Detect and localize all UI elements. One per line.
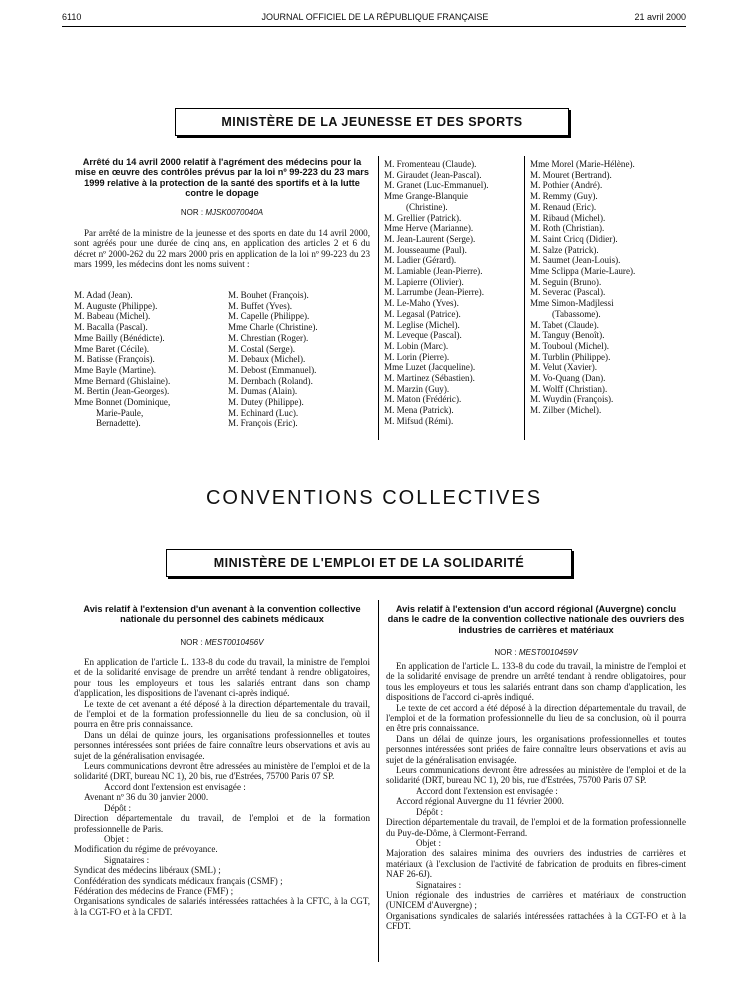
body-paragraph: En application de l'article L. 133-8 du code du travail, la ministre de l'emploi et de la solidarité envisage de prendre un arrêté tendant à rendre obligatoires, pour tous les employeurs et tous les salariés entrant dans son champ d'application, les dispositions de l'avenant ci-après indiqué.: [74, 657, 370, 699]
physician-name: M. François (Eric).: [228, 418, 298, 429]
physician-name: M. Le-Maho (Yves).: [384, 298, 459, 309]
nor-label: NOR :: [494, 648, 517, 657]
physician-name: M. Ribaud (Michel).: [530, 212, 606, 223]
physician-name: M. Renaud (Eric).: [530, 201, 597, 212]
physician-name: M. Marzin (Guy).: [384, 383, 450, 394]
article-body: [74, 657, 370, 917]
physician-name: M. Fromenteau (Claude).: [384, 159, 477, 169]
signatory: Confédération des syndicats médicaux français (CSMF) ;: [74, 875, 283, 886]
physician-name: M. Velut (Xavier).: [530, 362, 598, 373]
column-divider: [524, 156, 525, 440]
physician-name: M. Echinard (Luc).: [228, 407, 299, 418]
physician-name: M. Vo-Quang (Dan).: [530, 373, 606, 384]
signatory: Organisations syndicales de salariés intéressées rattachées à la CGT-FO et à la CFDT.: [386, 910, 686, 932]
nor-label: NOR :: [180, 208, 204, 217]
physician-name: Marie-Paule,: [96, 407, 144, 418]
ministry-heading: MINISTÈRE DE LA JEUNESSE ET DES SPORTS: [175, 108, 569, 136]
body-paragraph: Dans un délai de quinze jours, les organisations professionnelles et toutes personnes intéressées sont priées de faire connaître leurs observations et avis au sujet de la généralisation envisagée.: [386, 733, 686, 765]
physician-name: M. Mena (Patrick).: [384, 405, 454, 416]
physician-name: M. Dutey (Philippe).: [228, 397, 304, 408]
physician-name: M. Lamiable (Jean-Pierre).: [384, 266, 483, 277]
physician-name: M. Tanguy (Benoît).: [530, 330, 605, 341]
nor-code: MJSK0070040A: [205, 208, 264, 217]
objet-value: Modification du régime de prévoyance.: [74, 844, 218, 855]
article-intro: [74, 228, 370, 270]
article-title: Avis relatif à l'extension d'un avenant à la convention collective nationale du personnel des cabinets médicaux: [83, 604, 361, 625]
physician-name: M. Mouret (Bertrand).: [530, 169, 612, 180]
body-paragraph: Leurs communications devront être adressées au ministère de l'emploi et de la solidarité (DRT, bureau NC 1), 20 bis, rue d'Estrées, 75700 Paris 07 SP.: [386, 765, 686, 786]
physician-name: M. Lorin (Pierre).: [384, 351, 450, 362]
physician-name: Mme Bonnet (Dominique,: [74, 397, 171, 408]
physician-name: M. Maton (Frédéric).: [384, 394, 462, 405]
physician-name: M. Roth (Christian).: [530, 223, 605, 234]
article-title: Arrêté du 14 avril 2000 relatif à l'agrément des médecins pour la mise en œuvre des contrôles prévus par la loi nº 99-223 du 23 mars 1999 relative à la protection de la santé des sportifs et à la lutte contre le dopage: [75, 157, 369, 199]
objet-label: Objet :: [104, 833, 130, 844]
page-number: 6110: [62, 12, 82, 22]
physician-name: M. Salze (Patrick).: [530, 244, 599, 255]
physician-name: M. Larrumbe (Jean-Pierre).: [384, 287, 484, 298]
physician-name: M. Jousseaume (Paul).: [384, 244, 467, 255]
physician-name: M. Pothier (André).: [530, 180, 603, 191]
objet-value: Majoration des salaires minima des ouvriers des industries de carrières et matériaux (à l'exclusion de l'activité de fabrication de produits en fibres-ciment NAF 26-6J).: [386, 848, 686, 880]
physician-name: M. Bouhet (François).: [228, 290, 309, 300]
physician-name: M. Saint Cricq (Didier).: [530, 233, 618, 244]
section-heading: CONVENTIONS COLLECTIVES: [205, 487, 543, 509]
body-paragraph: Le texte de cet accord a été déposé à la direction départementale du travail, de l'emploi et de la formation professionnelle du lieu de sa conclusion, où il pourra en être pris connaissance.: [386, 702, 686, 734]
nor-reference: [386, 648, 686, 657]
physician-name: M. Martinez (Sébastien).: [384, 373, 475, 384]
physician-name: M. Touboul (Michel).: [530, 340, 610, 351]
physician-name: Mme Grange-Blanquie: [384, 191, 469, 202]
physician-name: Mme Bailly (Bénédicte).: [74, 332, 165, 343]
physician-name: Mme Charle (Christine).: [228, 322, 318, 333]
physician-name: M. Severac (Pascal).: [530, 287, 606, 298]
body-paragraph: Dans un délai de quinze jours, les organisations professionnelles et toutes personnes intéressées sont priées de faire connaître leurs observations et avis au sujet de la généralisation envisagée.: [74, 729, 370, 761]
physician-name: M. Debost (Emmanuel).: [228, 364, 317, 375]
physician-name: M. Grellier (Patrick).: [384, 212, 462, 223]
physician-name: M. Babeau (Michel).: [74, 311, 151, 322]
signatory: Union régionale des industries de carrières et matériaux de construction (UNICEM d'Auvergne) ;: [386, 889, 686, 911]
depot-value: Direction départementale du travail, de l'emploi et de la formation professionnelle du Puy-de-Dôme, à Clermont-Ferrand.: [386, 817, 686, 838]
physician-name: M. Chrestian (Roger).: [228, 332, 309, 343]
physician-name: Mme Sclippa (Marie-Laure).: [530, 266, 636, 277]
physician-name: M. Wolff (Christian).: [530, 383, 608, 394]
physician-name: M. Bacalla (Pascal).: [74, 322, 148, 333]
physician-name: M. Saumet (Jean-Louis).: [530, 255, 621, 266]
physician-name: Mme Bayle (Martine).: [74, 364, 157, 375]
physician-name: M. Giraudet (Jean-Pascal).: [384, 169, 482, 180]
header-rule: [62, 26, 686, 27]
signataires-label: Signataires :: [416, 879, 462, 890]
physician-name: M. Dernbach (Roland).: [228, 375, 313, 386]
physician-list-col1: [74, 290, 220, 429]
depot-value: Direction départementale du travail, de l'emploi et de la formation professionnelle de Paris.: [74, 813, 370, 834]
physician-name: M. Bertin (Jean-Georges).: [74, 386, 170, 397]
physician-name: M. Zilber (Michel).: [530, 405, 602, 416]
intro-paragraph: Par arrêté de la ministre de la jeunesse et des sports en date du 14 avril 2000, sont agréés pour une durée de cinq ans, en application des articles 2 et 6 du décret nº 2000-262 du 22 mars 2000 pris en application de la loi nº 99-223 du 23 mars 1999, les médecins dont les noms suivent :: [74, 228, 370, 270]
physician-name: M. Mifsud (Rémi).: [384, 415, 454, 426]
physician-name: M. Legasal (Patrice).: [384, 308, 461, 319]
signatory: Syndicat des médecins libéraux (SML) ;: [74, 865, 221, 876]
physician-name: Mme Luzet (Jacqueline).: [384, 362, 476, 373]
physician-name: M. Leveque (Pascal).: [384, 330, 462, 341]
physician-name: Mme Simon-Madjlessi: [530, 298, 614, 309]
physician-name: M. Seguin (Bruno).: [530, 276, 602, 287]
nor-code: MEST0010459V: [518, 648, 578, 657]
physician-name: Mme Herve (Marianne).: [384, 223, 474, 234]
physician-name: M. Buffet (Yves).: [228, 300, 293, 311]
signataires-label: Signataires :: [104, 854, 150, 865]
body-paragraph: Le texte de cet avenant a été déposé à la direction départementale du travail, de l'emploi et de la formation professionnelle du lieu de sa conclusion, où il pourra en être pris connaissance.: [74, 698, 370, 730]
physician-name: M. Batisse (François).: [74, 354, 155, 365]
depot-label: Dépôt :: [416, 806, 444, 817]
physician-name: M. Auguste (Philippe).: [74, 300, 158, 311]
physician-name: Mme Bernard (Ghislaine).: [74, 375, 171, 386]
journal-title: JOURNAL OFFICIEL DE LA RÉPUBLIQUE FRANÇAISE: [261, 12, 489, 22]
nor-label: NOR :: [180, 638, 203, 647]
physician-name: M. Capelle (Philippe).: [228, 311, 310, 322]
physician-name: (Tabassome).: [552, 308, 601, 319]
physician-name: M. Wuydin (François).: [530, 394, 614, 405]
physician-name: M. Costal (Serge).: [228, 343, 296, 354]
signatory: Fédération des médecins de France (FMF) ;: [74, 885, 234, 896]
physician-name: M. Ladier (Gérard).: [384, 255, 457, 266]
accord-label: Accord dont l'extension est envisagée :: [104, 781, 246, 792]
physician-list-col2: [228, 290, 374, 429]
physician-list-col4: [530, 159, 680, 416]
accord-value: Accord régional Auvergne du 11 février 2000.: [396, 796, 564, 807]
nor-code: MEST0010456V: [204, 638, 264, 647]
accord-value: Avenant nº 36 du 30 janvier 2000.: [84, 792, 209, 803]
article-title: Avis relatif à l'extension d'un accord régional (Auvergne) conclu dans le cadre de la convention collective nationale des ouvriers des industries de carrières et matériaux: [387, 604, 685, 635]
issue-date: 21 avril 2000: [634, 12, 686, 22]
physician-name: M. Dumas (Alain).: [228, 386, 298, 397]
signatory: Organisations syndicales de salariés intéressées rattachées à la CFTC, à la CGT, à la CGT-FO et à la CFDT.: [74, 896, 370, 917]
physician-name: Bernadette).: [96, 418, 141, 429]
ministry-heading: MINISTÈRE DE L'EMPLOI ET DE LA SOLIDARITÉ: [166, 549, 572, 577]
accord-label: Accord dont l'extension est envisagée :: [416, 785, 558, 796]
physician-name: M. Lapierre (Olivier).: [384, 276, 464, 287]
physician-name: M. Granet (Luc-Emmanuel).: [384, 180, 489, 191]
physician-list-col3: [384, 159, 524, 427]
article-body: [386, 661, 686, 932]
physician-name: Mme Morel (Marie-Hélène).: [530, 159, 635, 169]
column-divider: [378, 600, 379, 962]
physician-name: M. Tabet (Claude).: [530, 319, 599, 330]
column-divider: [378, 156, 379, 440]
physician-name: M. Turblin (Philippe).: [530, 351, 611, 362]
nor-reference: [74, 208, 370, 217]
physician-name: M. Lobin (Marc).: [384, 340, 449, 351]
physician-name: (Christine).: [406, 201, 448, 212]
physician-name: M. Leglise (Michel).: [384, 319, 460, 330]
physician-name: M. Remmy (Guy).: [530, 191, 598, 202]
objet-label: Objet :: [416, 837, 442, 848]
physician-name: M. Adad (Jean).: [74, 290, 133, 300]
depot-label: Dépôt :: [104, 802, 132, 813]
body-paragraph: Leurs communications devront être adressées au ministère de l'emploi et de la solidarité (DRT, bureau NC 1), 20 bis, rue d'Estrées, 75700 Paris 07 SP.: [74, 761, 370, 782]
physician-name: M. Jean-Laurent (Serge).: [384, 233, 476, 244]
physician-name: Mme Baret (Cécile).: [74, 343, 149, 354]
body-paragraph: En application de l'article L. 133-8 du code du travail, la ministre de l'emploi et de la solidarité envisage de prendre un arrêté tendant à rendre obligatoires, pour tous les employeurs et tous les salariés entrant dans son champ d'application, les dispositions de l'accord ci-après indiqué.: [386, 661, 686, 703]
physician-name: M. Debaux (Michel).: [228, 354, 306, 365]
nor-reference: [74, 638, 370, 647]
